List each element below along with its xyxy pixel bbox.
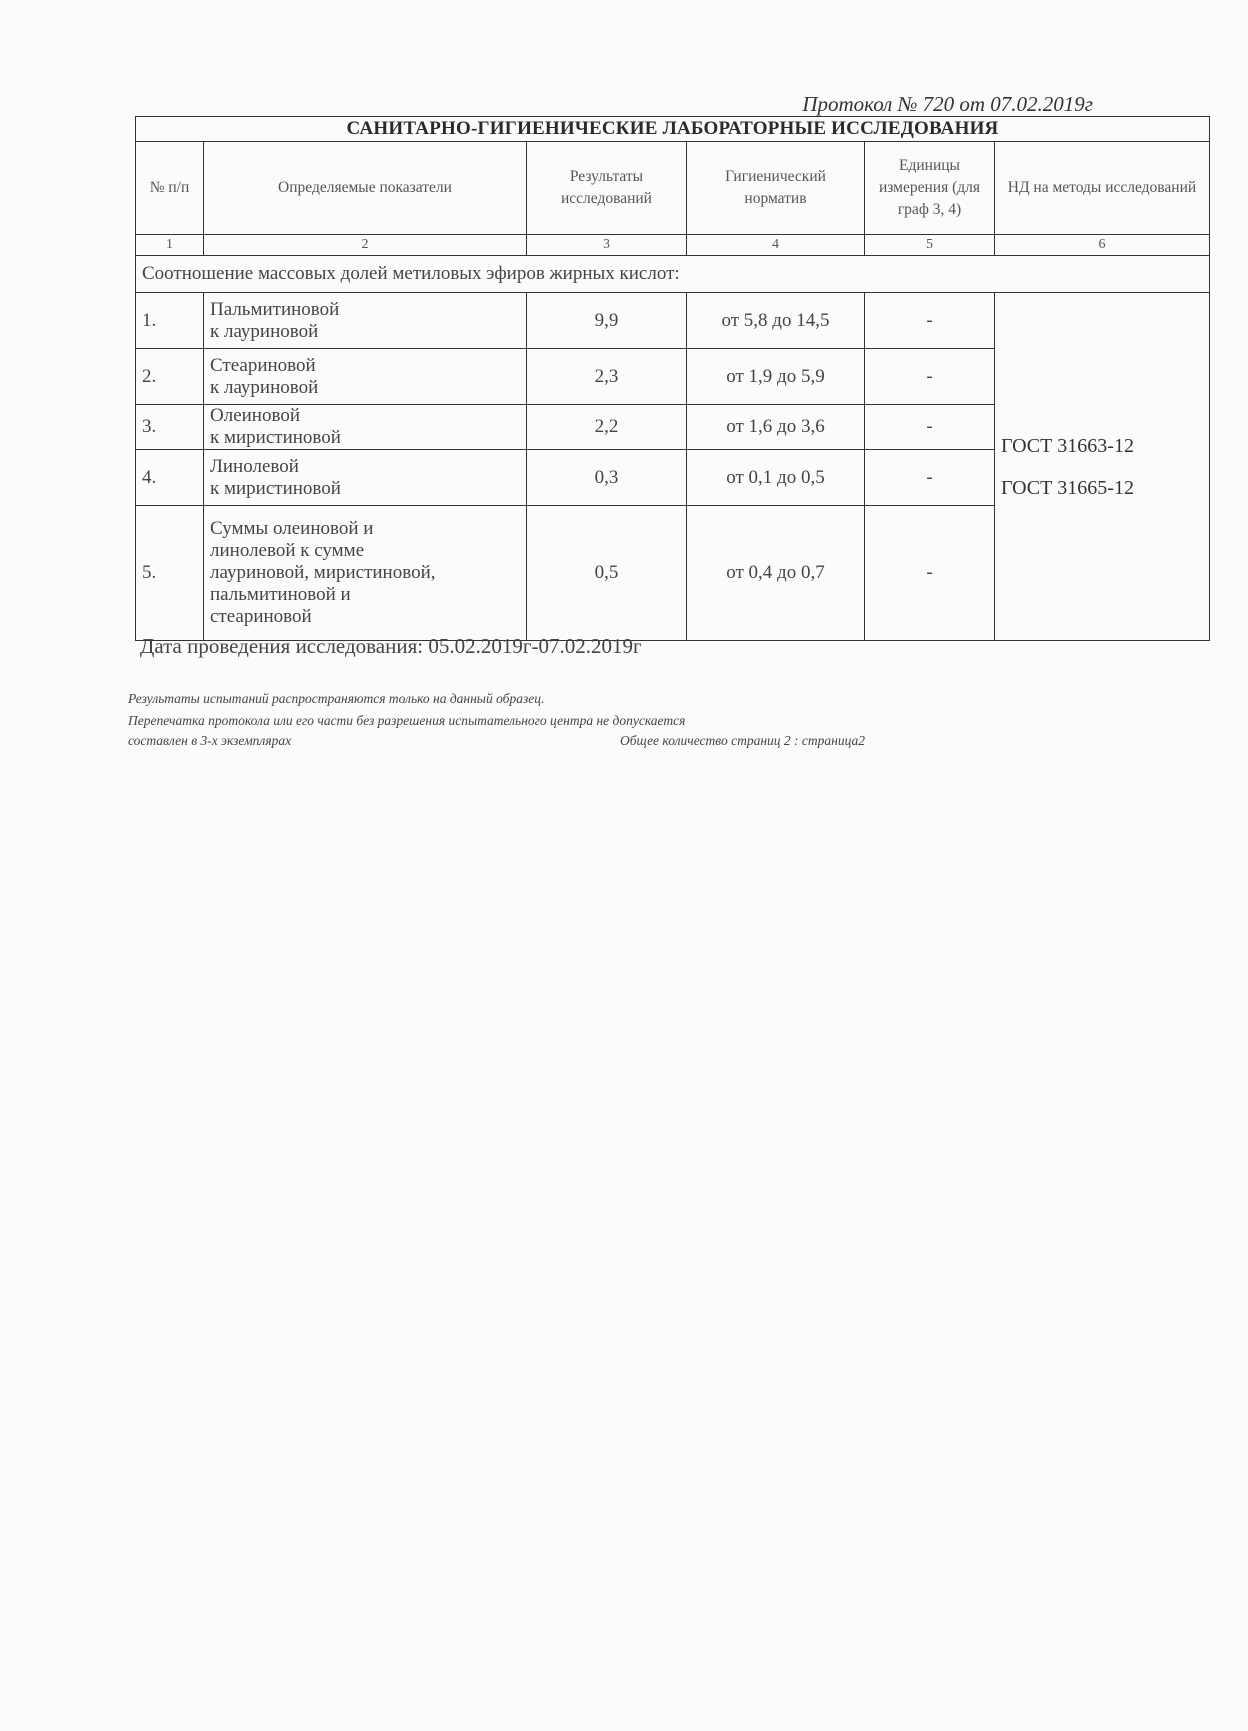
protocol-number: Протокол № 720 от 07.02.2019г xyxy=(802,92,1093,116)
table-row xyxy=(136,293,1210,349)
row-unit: - xyxy=(865,506,995,641)
row-norm: от 1,6 до 3,6 xyxy=(687,405,865,450)
methods-cell xyxy=(995,293,1210,641)
row-indicator xyxy=(204,293,527,349)
indicator-line: к миристиновой xyxy=(210,427,341,448)
header-no: № п/п xyxy=(136,142,204,235)
row-number: 3. xyxy=(136,405,204,450)
indicator-line: к лауриновой xyxy=(210,376,319,398)
row-number: 2. xyxy=(136,349,204,405)
row-number: 5. xyxy=(136,506,204,641)
indicator-line: Суммы олеиновой и xyxy=(210,518,374,539)
page-count: Общее количество страниц 2 : страница2 xyxy=(620,733,865,748)
row-norm: от 1,9 до 5,9 xyxy=(687,349,865,405)
indicator-line: Линолевой xyxy=(210,455,299,477)
row-number: 1. xyxy=(136,293,204,349)
row-result: 0,5 xyxy=(527,506,687,641)
column-number: 5 xyxy=(865,235,995,256)
method-gost-1: ГОСТ 31663-12 xyxy=(1001,434,1134,457)
row-norm: от 0,4 до 0,7 xyxy=(687,506,865,641)
indicator-line: Олеиновой xyxy=(210,405,300,426)
row-result: 0,3 xyxy=(527,450,687,506)
header-indicator: Определяемые показатели xyxy=(204,142,527,235)
header-units: Единицы измерения (для граф 3, 4) xyxy=(865,142,995,235)
table-title: САНИТАРНО-ГИГИЕНИЧЕСКИЕ ЛАБОРАТОРНЫЕ ИССЛЕДОВАНИЯ xyxy=(136,117,1210,142)
column-number: 3 xyxy=(527,235,687,256)
column-number: 4 xyxy=(687,235,865,256)
study-date: Дата проведения исследования: 05.02.2019г-07.02.2019г xyxy=(140,634,642,658)
header-results: Результаты исследований xyxy=(527,142,687,235)
row-norm: от 5,8 до 14,5 xyxy=(687,293,865,349)
row-result: 2,3 xyxy=(527,349,687,405)
row-norm: от 0,1 до 0,5 xyxy=(687,450,865,506)
footer-reprint-note: Перепечатка протокола или его части без разрешения испытательного центра не допускается xyxy=(128,713,686,728)
row-unit: - xyxy=(865,450,995,506)
indicator-line: линолевой к сумме xyxy=(210,540,365,561)
indicator-line: стеариновой xyxy=(210,606,312,627)
indicator-line: пальмитиновой и xyxy=(210,584,351,605)
column-number: 2 xyxy=(204,235,527,256)
header-methods: НД на методы исследований xyxy=(995,142,1210,235)
section-heading: Соотношение массовых долей метиловых эфиров жирных кислот: xyxy=(136,256,1210,293)
indicator-line: к миристиновой xyxy=(210,477,341,499)
method-gost-2: ГОСТ 31665-12 xyxy=(1001,476,1134,499)
row-number: 4. xyxy=(136,450,204,506)
indicator-line: лауриновой, миристиновой, xyxy=(210,562,436,583)
indicator-line: Пальмитиновой xyxy=(210,298,340,320)
row-unit: - xyxy=(865,405,995,450)
footer-results-note: Результаты испытаний распространяются только на данный образец. xyxy=(128,691,545,706)
row-indicator xyxy=(204,349,527,405)
row-indicator xyxy=(204,506,527,641)
indicator-line: Стеариновой xyxy=(210,354,316,376)
column-number: 6 xyxy=(995,235,1210,256)
header-norm: Гигиенический норматив xyxy=(687,142,865,235)
row-unit: - xyxy=(865,349,995,405)
row-result: 2,2 xyxy=(527,405,687,450)
lab-results-table xyxy=(135,116,1210,641)
row-result: 9,9 xyxy=(527,293,687,349)
row-indicator xyxy=(204,405,527,450)
column-number: 1 xyxy=(136,235,204,256)
row-indicator xyxy=(204,450,527,506)
indicator-line: к лауриновой xyxy=(210,320,319,342)
footer-copies-note: составлен в 3-х экземплярах xyxy=(128,733,292,748)
row-unit: - xyxy=(865,293,995,349)
